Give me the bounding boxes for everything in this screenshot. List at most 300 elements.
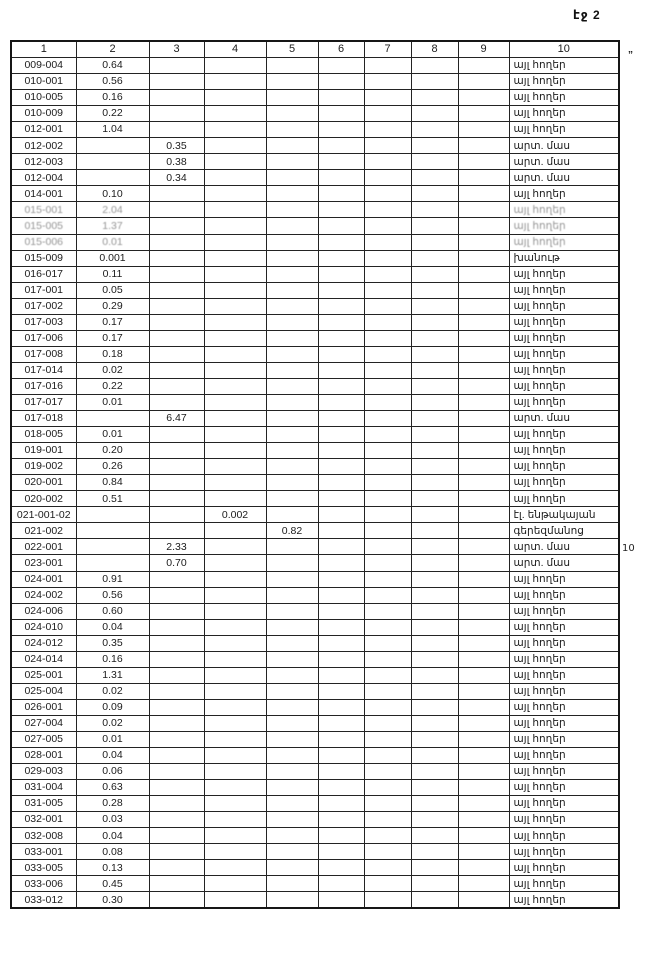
land-type-label: այլ հողեր	[509, 587, 619, 603]
area-value	[266, 411, 318, 427]
area-value	[266, 780, 318, 796]
area-value	[458, 186, 509, 202]
area-value	[204, 58, 266, 74]
area-value	[458, 475, 509, 491]
area-value	[318, 122, 364, 138]
area-value	[266, 587, 318, 603]
area-value	[364, 411, 411, 427]
land-type-label: գերեզմանոց	[509, 523, 619, 539]
parcel-code: 017-002	[11, 298, 76, 314]
area-value	[204, 603, 266, 619]
area-value	[318, 250, 364, 266]
area-value	[204, 443, 266, 459]
area-value	[364, 218, 411, 234]
parcel-code: 017-016	[11, 378, 76, 394]
area-value	[411, 346, 458, 362]
area-value	[364, 860, 411, 876]
area-value	[458, 780, 509, 796]
area-value	[318, 362, 364, 378]
area-value	[266, 571, 318, 587]
area-value	[411, 812, 458, 828]
area-value	[458, 699, 509, 715]
land-type-label: այլ հողեր	[509, 234, 619, 250]
land-type-label: այլ հողեր	[509, 106, 619, 122]
area-value	[204, 346, 266, 362]
area-value	[318, 635, 364, 651]
area-value	[266, 475, 318, 491]
table-row	[11, 748, 619, 764]
parcel-code: 012-004	[11, 170, 76, 186]
area-value	[364, 844, 411, 860]
area-value	[266, 346, 318, 362]
parcel-code: 024-001	[11, 571, 76, 587]
area-value	[458, 314, 509, 330]
area-value	[411, 394, 458, 410]
area-value: 0.64	[76, 58, 149, 74]
area-value	[458, 106, 509, 122]
area-value	[204, 491, 266, 507]
area-value	[364, 475, 411, 491]
area-value	[149, 346, 204, 362]
land-type-label: այլ հողեր	[509, 314, 619, 330]
parcel-code: 019-002	[11, 459, 76, 475]
area-value	[364, 330, 411, 346]
area-value	[76, 170, 149, 186]
area-value	[266, 330, 318, 346]
area-value	[364, 170, 411, 186]
parcel-code: 010-001	[11, 74, 76, 90]
area-value	[364, 394, 411, 410]
area-value	[411, 860, 458, 876]
area-value: 0.35	[76, 635, 149, 651]
area-value: 0.04	[76, 748, 149, 764]
land-type-label: խանութ	[509, 250, 619, 266]
land-type-label: այլ հողեր	[509, 635, 619, 651]
land-type-label: այլ հողեր	[509, 892, 619, 909]
area-value: 0.08	[76, 844, 149, 860]
land-type-label: այլ հողեր	[509, 667, 619, 683]
table-row	[11, 74, 619, 90]
area-value: 0.04	[76, 619, 149, 635]
table-row	[11, 715, 619, 731]
table-row	[11, 170, 619, 186]
column-header-4: 4	[204, 41, 266, 58]
handwritten-quote-mark: ”	[628, 50, 633, 61]
area-value	[266, 555, 318, 571]
area-value	[411, 748, 458, 764]
area-value	[149, 860, 204, 876]
area-value	[318, 58, 364, 74]
area-value: 0.26	[76, 459, 149, 475]
parcel-code: 024-002	[11, 587, 76, 603]
area-value	[364, 587, 411, 603]
area-value	[149, 876, 204, 892]
parcel-code: 027-004	[11, 715, 76, 731]
parcel-code: 023-001	[11, 555, 76, 571]
area-value	[204, 475, 266, 491]
area-value	[411, 154, 458, 170]
area-value: 0.002	[204, 507, 266, 523]
area-value	[266, 250, 318, 266]
table-row	[11, 539, 619, 555]
area-value: 0.34	[149, 170, 204, 186]
area-value	[411, 475, 458, 491]
area-value	[364, 619, 411, 635]
area-value	[266, 362, 318, 378]
area-value	[149, 780, 204, 796]
area-value	[458, 58, 509, 74]
area-value	[204, 154, 266, 170]
land-type-label: այլ հողեր	[509, 748, 619, 764]
table-row	[11, 860, 619, 876]
area-value	[458, 90, 509, 106]
area-value	[318, 90, 364, 106]
area-value	[149, 507, 204, 523]
land-type-label: այլ հողեր	[509, 298, 619, 314]
area-value	[149, 651, 204, 667]
area-value	[364, 154, 411, 170]
area-value	[204, 748, 266, 764]
area-value	[318, 459, 364, 475]
area-value	[318, 186, 364, 202]
area-value	[458, 892, 509, 909]
area-value	[364, 507, 411, 523]
land-type-label: այլ հողեր	[509, 699, 619, 715]
area-value	[411, 411, 458, 427]
table-row	[11, 186, 619, 202]
area-value: 0.51	[76, 491, 149, 507]
area-value	[149, 892, 204, 909]
area-value	[204, 427, 266, 443]
area-value	[364, 876, 411, 892]
area-value	[204, 635, 266, 651]
table-row	[11, 731, 619, 747]
column-header-1: 1	[11, 41, 76, 58]
area-value	[364, 234, 411, 250]
area-value	[266, 234, 318, 250]
table-row	[11, 346, 619, 362]
parcel-code: 010-005	[11, 90, 76, 106]
area-value	[411, 828, 458, 844]
area-value	[318, 475, 364, 491]
area-value	[149, 250, 204, 266]
area-value	[411, 170, 458, 186]
area-value	[364, 571, 411, 587]
area-value	[149, 218, 204, 234]
area-value	[411, 138, 458, 154]
area-value	[364, 699, 411, 715]
area-value	[458, 507, 509, 523]
area-value	[411, 266, 458, 282]
land-type-label: այլ հողեր	[509, 362, 619, 378]
area-value: 0.22	[76, 378, 149, 394]
area-value: 0.06	[76, 764, 149, 780]
area-value	[266, 186, 318, 202]
area-value	[364, 555, 411, 571]
parcel-code: 017-003	[11, 314, 76, 330]
table-row	[11, 764, 619, 780]
table-row	[11, 58, 619, 74]
area-value	[411, 571, 458, 587]
area-value	[266, 459, 318, 475]
area-value	[364, 731, 411, 747]
area-value: 0.38	[149, 154, 204, 170]
land-type-label: այլ հողեր	[509, 651, 619, 667]
area-value	[76, 539, 149, 555]
area-value	[76, 138, 149, 154]
table-row	[11, 394, 619, 410]
area-value	[411, 90, 458, 106]
area-value	[318, 651, 364, 667]
land-type-label: արտ. մաս	[509, 555, 619, 571]
area-value	[204, 218, 266, 234]
area-value	[149, 796, 204, 812]
area-value	[458, 202, 509, 218]
area-value	[266, 683, 318, 699]
area-value	[149, 635, 204, 651]
area-value	[364, 523, 411, 539]
header-row	[11, 41, 619, 58]
area-value: 0.60	[76, 603, 149, 619]
area-value	[364, 651, 411, 667]
area-value: 0.13	[76, 860, 149, 876]
column-header-8: 8	[411, 41, 458, 58]
area-value: 0.01	[76, 731, 149, 747]
area-value	[458, 731, 509, 747]
area-value	[149, 90, 204, 106]
area-value	[458, 170, 509, 186]
area-value: 0.16	[76, 651, 149, 667]
area-value	[149, 298, 204, 314]
area-value	[458, 844, 509, 860]
area-value	[149, 475, 204, 491]
land-type-label: այլ հողեր	[509, 812, 619, 828]
area-value	[149, 731, 204, 747]
area-value	[411, 314, 458, 330]
area-value	[458, 796, 509, 812]
area-value	[266, 90, 318, 106]
table-row	[11, 876, 619, 892]
area-value	[364, 282, 411, 298]
area-value	[364, 314, 411, 330]
area-value: 0.30	[76, 892, 149, 909]
table-row	[11, 106, 619, 122]
area-value	[149, 587, 204, 603]
area-value	[149, 74, 204, 90]
area-value	[364, 748, 411, 764]
table-row	[11, 250, 619, 266]
area-value	[364, 250, 411, 266]
area-value	[266, 154, 318, 170]
area-value	[318, 796, 364, 812]
area-value	[266, 635, 318, 651]
land-type-label: այլ հողեր	[509, 731, 619, 747]
area-value	[411, 427, 458, 443]
area-value	[266, 314, 318, 330]
area-value	[364, 715, 411, 731]
table-row	[11, 282, 619, 298]
area-value	[204, 394, 266, 410]
land-type-label: այլ հողեր	[509, 844, 619, 860]
area-value	[318, 411, 364, 427]
area-value	[266, 699, 318, 715]
area-value	[318, 378, 364, 394]
area-value	[204, 892, 266, 909]
table-row	[11, 523, 619, 539]
area-value	[149, 427, 204, 443]
area-value	[411, 876, 458, 892]
area-value	[149, 748, 204, 764]
parcel-code: 033-001	[11, 844, 76, 860]
area-value	[411, 796, 458, 812]
area-value	[318, 346, 364, 362]
area-value	[318, 234, 364, 250]
area-value	[318, 892, 364, 909]
area-value	[318, 667, 364, 683]
parcel-code: 018-005	[11, 427, 76, 443]
area-value	[204, 796, 266, 812]
area-value	[411, 667, 458, 683]
table-row	[11, 635, 619, 651]
area-value	[204, 362, 266, 378]
area-value	[364, 635, 411, 651]
area-value	[149, 603, 204, 619]
area-value	[458, 603, 509, 619]
parcel-code: 031-005	[11, 796, 76, 812]
area-value	[458, 443, 509, 459]
land-type-label: այլ հողեր	[509, 796, 619, 812]
area-value	[411, 780, 458, 796]
area-value	[266, 378, 318, 394]
area-value	[318, 266, 364, 282]
area-value	[149, 683, 204, 699]
land-type-label: այլ հողեր	[509, 394, 619, 410]
area-value	[204, 186, 266, 202]
handwritten-note-10: 10	[622, 543, 635, 554]
area-value	[458, 555, 509, 571]
land-type-label: այլ հողեր	[509, 860, 619, 876]
area-value	[204, 234, 266, 250]
area-value	[364, 780, 411, 796]
area-value	[204, 90, 266, 106]
area-value	[364, 491, 411, 507]
area-value	[266, 539, 318, 555]
area-value: 0.91	[76, 571, 149, 587]
area-value: 0.001	[76, 250, 149, 266]
area-value	[149, 667, 204, 683]
area-value	[411, 619, 458, 635]
land-type-label: արտ. մաս	[509, 170, 619, 186]
area-value	[318, 330, 364, 346]
area-value	[318, 603, 364, 619]
parcel-code: 012-003	[11, 154, 76, 170]
area-value	[364, 828, 411, 844]
area-value	[318, 844, 364, 860]
area-value	[411, 603, 458, 619]
area-value: 0.70	[149, 555, 204, 571]
parcel-code: 015-006	[11, 234, 76, 250]
parcel-code: 029-003	[11, 764, 76, 780]
area-value	[458, 138, 509, 154]
land-type-label: այլ հողեր	[509, 74, 619, 90]
area-value	[411, 218, 458, 234]
area-value	[364, 427, 411, 443]
area-value	[458, 539, 509, 555]
area-value	[318, 298, 364, 314]
area-value	[204, 411, 266, 427]
area-value	[458, 587, 509, 603]
table-row	[11, 796, 619, 812]
area-value: 6.47	[149, 411, 204, 427]
area-value	[458, 427, 509, 443]
area-value: 0.84	[76, 475, 149, 491]
area-value	[318, 491, 364, 507]
table-row	[11, 812, 619, 828]
area-value	[458, 491, 509, 507]
land-type-label: այլ հողեր	[509, 202, 619, 218]
area-value	[266, 443, 318, 459]
column-header-9: 9	[458, 41, 509, 58]
area-value: 0.35	[149, 138, 204, 154]
area-value	[149, 378, 204, 394]
land-type-label: այլ հողեր	[509, 122, 619, 138]
parcel-code: 012-001	[11, 122, 76, 138]
parcel-code: 017-018	[11, 411, 76, 427]
area-value	[411, 234, 458, 250]
area-value	[364, 186, 411, 202]
table-row	[11, 443, 619, 459]
area-value	[411, 731, 458, 747]
area-value: 0.03	[76, 812, 149, 828]
land-type-label: այլ հողեր	[509, 378, 619, 394]
area-value	[458, 876, 509, 892]
area-value	[266, 844, 318, 860]
area-value	[318, 860, 364, 876]
area-value	[458, 635, 509, 651]
area-value	[318, 202, 364, 218]
area-value	[266, 58, 318, 74]
area-value	[458, 459, 509, 475]
area-value	[149, 491, 204, 507]
area-value	[318, 828, 364, 844]
area-value	[266, 651, 318, 667]
table-row	[11, 683, 619, 699]
area-value	[411, 362, 458, 378]
parcel-code: 017-017	[11, 394, 76, 410]
area-value	[149, 234, 204, 250]
parcel-code: 024-006	[11, 603, 76, 619]
area-value	[266, 828, 318, 844]
table-row	[11, 619, 619, 635]
area-value	[204, 715, 266, 731]
area-value	[149, 523, 204, 539]
area-value	[458, 378, 509, 394]
area-value	[204, 170, 266, 186]
land-type-label: այլ հողեր	[509, 90, 619, 106]
area-value	[411, 892, 458, 909]
area-value	[204, 699, 266, 715]
parcel-code: 024-012	[11, 635, 76, 651]
parcel-code: 032-001	[11, 812, 76, 828]
table-row	[11, 571, 619, 587]
area-value	[204, 780, 266, 796]
table-row	[11, 475, 619, 491]
area-value	[458, 346, 509, 362]
area-value	[318, 876, 364, 892]
area-value	[458, 411, 509, 427]
area-value	[411, 443, 458, 459]
parcel-code: 033-006	[11, 876, 76, 892]
